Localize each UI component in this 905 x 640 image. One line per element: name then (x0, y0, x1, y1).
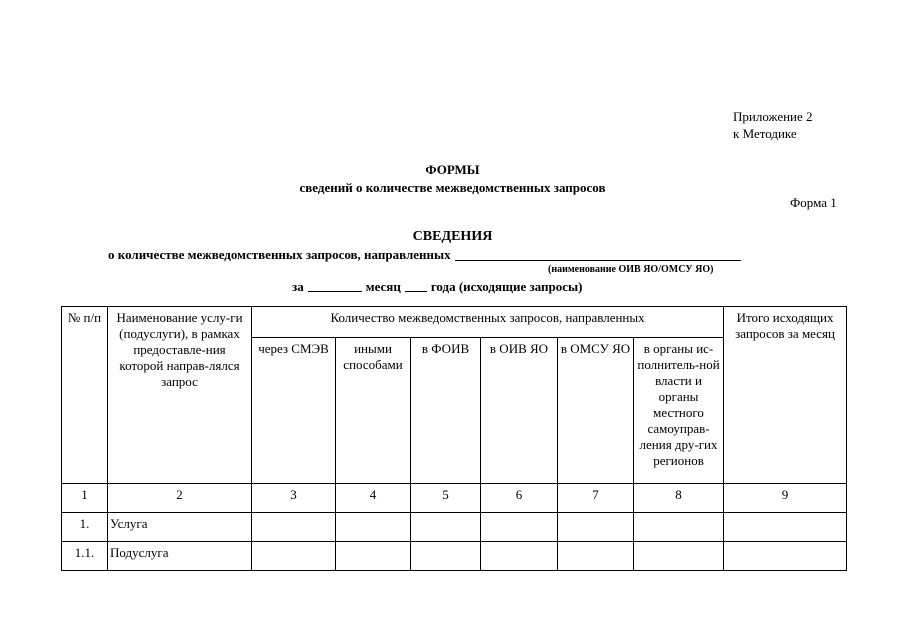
table-cell[interactable] (252, 513, 336, 542)
table-row (62, 513, 847, 542)
table-cell[interactable] (336, 542, 411, 571)
period-line (292, 279, 583, 295)
column-number: 9 (724, 484, 847, 513)
row-number: 1. (62, 513, 108, 542)
header-oiv-yao: в ОИВ ЯО (481, 338, 558, 484)
year-blank-field[interactable] (405, 279, 427, 292)
column-number: 8 (634, 484, 724, 513)
table-cell[interactable] (724, 542, 847, 571)
table-cell[interactable] (481, 513, 558, 542)
table-cell[interactable] (411, 513, 481, 542)
table-cell[interactable] (336, 513, 411, 542)
annex-label (733, 108, 813, 142)
column-number: 2 (108, 484, 252, 513)
header-omsu-yao: в ОМСУ ЯО (558, 338, 634, 484)
table-cell[interactable] (558, 513, 634, 542)
period-za: за (292, 279, 304, 294)
table-cell[interactable] (634, 513, 724, 542)
table-cell[interactable] (252, 542, 336, 571)
header-requests-group: Количество межведомственных запросов, направленных (252, 307, 724, 338)
column-number: 6 (481, 484, 558, 513)
period-year: года (исходящие запросы) (430, 279, 583, 294)
row-name: Услуга (108, 513, 252, 542)
header-other-regions: в органы ис-полнитель-ной власти и органы местного самоуправ-ления дру-гих регионов (634, 338, 724, 484)
forms-subtitle: сведений о количестве межведомственных запросов (299, 180, 606, 195)
column-number: 7 (558, 484, 634, 513)
row-name: Подуслуга (108, 542, 252, 571)
table-cell[interactable] (481, 542, 558, 571)
column-number-row (62, 484, 847, 513)
table-cell[interactable] (558, 542, 634, 571)
column-number: 5 (411, 484, 481, 513)
column-number: 3 (252, 484, 336, 513)
svedenia-line-text: о количестве межведомственных запросов, направленных (108, 247, 451, 262)
header-total: Итого исходящих запросов за месяц (724, 307, 847, 484)
organization-blank-field[interactable] (455, 247, 741, 261)
period-month: месяц (365, 279, 401, 294)
header-service-name: Наименование услу-ги (подуслуги), в рамках предоставле-ния которой направ-лялся запрос (108, 307, 252, 484)
organization-hint: (наименование ОИВ ЯО/ОМСУ ЯО) (548, 264, 714, 275)
svedenia-line (108, 247, 741, 263)
table-cell[interactable] (634, 542, 724, 571)
header-no: № п/п (62, 307, 108, 484)
annex-line-2: к Методике (733, 126, 797, 141)
header-row-1 (62, 307, 847, 338)
form-number: Форма 1 (790, 195, 837, 210)
column-number: 4 (336, 484, 411, 513)
annex-line-1: Приложение 2 (733, 109, 813, 124)
month-blank-field[interactable] (308, 279, 362, 292)
column-number: 1 (62, 484, 108, 513)
header-foiv: в ФОИВ (411, 338, 481, 484)
requests-table (61, 306, 847, 571)
header-other-ways: иными способами (336, 338, 411, 484)
row-number: 1.1. (62, 542, 108, 571)
header-smev: через СМЭВ (252, 338, 336, 484)
table-cell[interactable] (724, 513, 847, 542)
forms-title: ФОРМЫ (425, 162, 480, 177)
svedenia-title: СВЕДЕНИЯ (412, 229, 493, 244)
table-cell[interactable] (411, 542, 481, 571)
table-row (62, 542, 847, 571)
